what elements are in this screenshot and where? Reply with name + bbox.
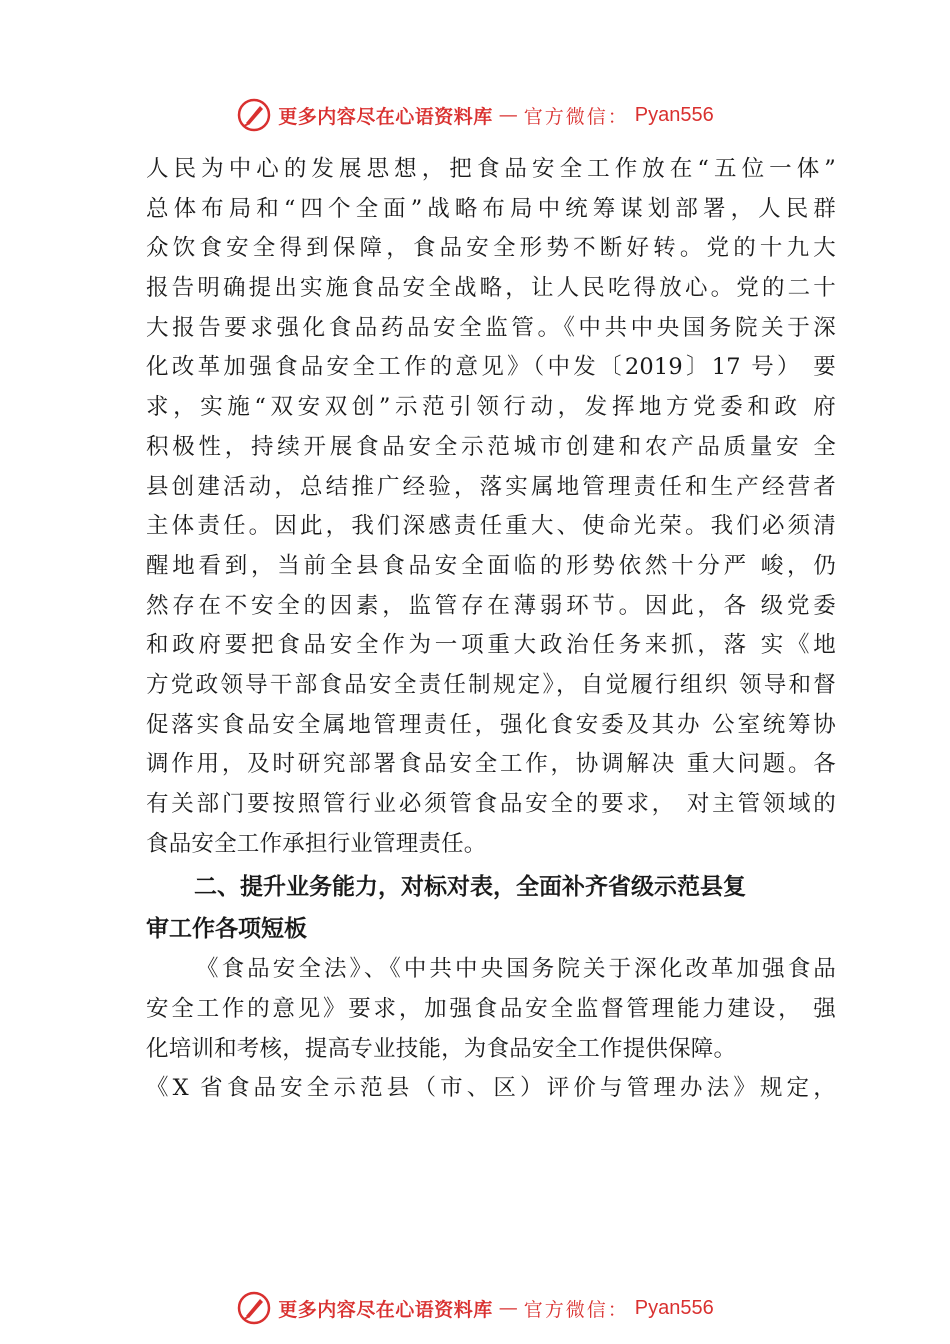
text-line: 促落实食品安全属地管理责任，强化食安委及其办 公室统筹协: [146, 711, 836, 738]
section-heading-line-1: 二、提升业务能力，对标对表，全面补齐省级示范县复: [194, 874, 746, 901]
watermark-subtitle: 官方微信：: [523, 105, 629, 128]
text-line: 报告明确提出实施食品安全战略，让人民吃得放心。党的二十: [146, 275, 836, 302]
watermark-title: 更多内容尽在心语资料库: [278, 105, 493, 128]
text-line: 众饮食安全得到保障，食品安全形势不断好转。党的十九大: [146, 235, 836, 262]
text-line: 有关部门要按照管行业必须管食品安全的要求， 对主管领域的: [146, 791, 836, 817]
text-line: 总体布局和“四个全面”战略布局中统筹谋划部署，人民群: [146, 195, 836, 222]
section-heading-line-2: 审工作各项短板: [146, 916, 307, 943]
document-body: [146, 150, 836, 1109]
text-line: 和政府要把食品安全作为一项重大政治任务来抓，落 实《地: [146, 632, 836, 659]
watermark-dash: —: [498, 104, 518, 126]
text-line: 《X 省食品安全示范县（市、区）评价与管理办法》规定，: [146, 1075, 836, 1102]
paragraph-1: [146, 150, 836, 864]
text-line: 县创建活动，总结推广经验，落实属地管理责任和生产经营者: [146, 473, 836, 500]
header-watermark: [0, 95, 950, 135]
text-line: 大报告要求强化食品药品安全监管。《中共中央国务院关于深: [146, 314, 836, 341]
text-line: 然存在不安全的因素，监管存在薄弱环节。因此，各 级党委: [146, 592, 836, 619]
quill-pen-logo-icon: [236, 97, 272, 133]
watermark-subtitle: 官方微信：: [523, 1298, 629, 1321]
text-line: 主体责任。因此，我们深感责任重大、使命光荣。我们必须清: [146, 513, 836, 540]
watermark-dash: —: [498, 1297, 518, 1319]
text-line: 《食品安全法》、《中共中央国务院关于深化改革加强食品: [196, 956, 836, 983]
watermark-title: 更多内容尽在心语资料库: [278, 1298, 493, 1321]
paragraph-2: [146, 950, 836, 1109]
text-line: 方党政领导干部食品安全责任制规定》，自觉履行组织 领导和督: [146, 671, 836, 698]
watermark-wechat-id: Pyan556: [634, 1296, 714, 1319]
text-line: 人民为中心的发展思想，把食品安全工作放在“五位一体”: [146, 156, 836, 182]
text-line: 积极性，持续开展食品安全示范城市创建和农产品质量安 全: [146, 433, 836, 460]
text-line: 化培训和考核，提高专业技能，为食品安全工作提供保障。: [146, 1035, 737, 1062]
text-line: 化改革加强食品安全工作的意见》（中发〔2019〕17 号） 要: [146, 354, 836, 381]
text-line: 求，实施“双安双创”示范引领行动，发挥地方党委和政 府: [146, 394, 836, 421]
quill-pen-logo-icon: [236, 1290, 272, 1326]
text-line: 安全工作的意见》要求，加强食品安全监督管理能力建设， 强: [146, 996, 836, 1023]
watermark-wechat-id: Pyan556: [634, 103, 714, 126]
text-line: 醒地看到，当前全县食品安全面临的形势依然十分严 峻，仍: [146, 552, 836, 579]
text-line: 调作用，及时研究部署食品安全工作，协调解决 重大问题。各: [146, 751, 836, 778]
text-line: 食品安全工作承担行业管理责任。: [146, 830, 487, 857]
footer-watermark: [0, 1288, 950, 1328]
